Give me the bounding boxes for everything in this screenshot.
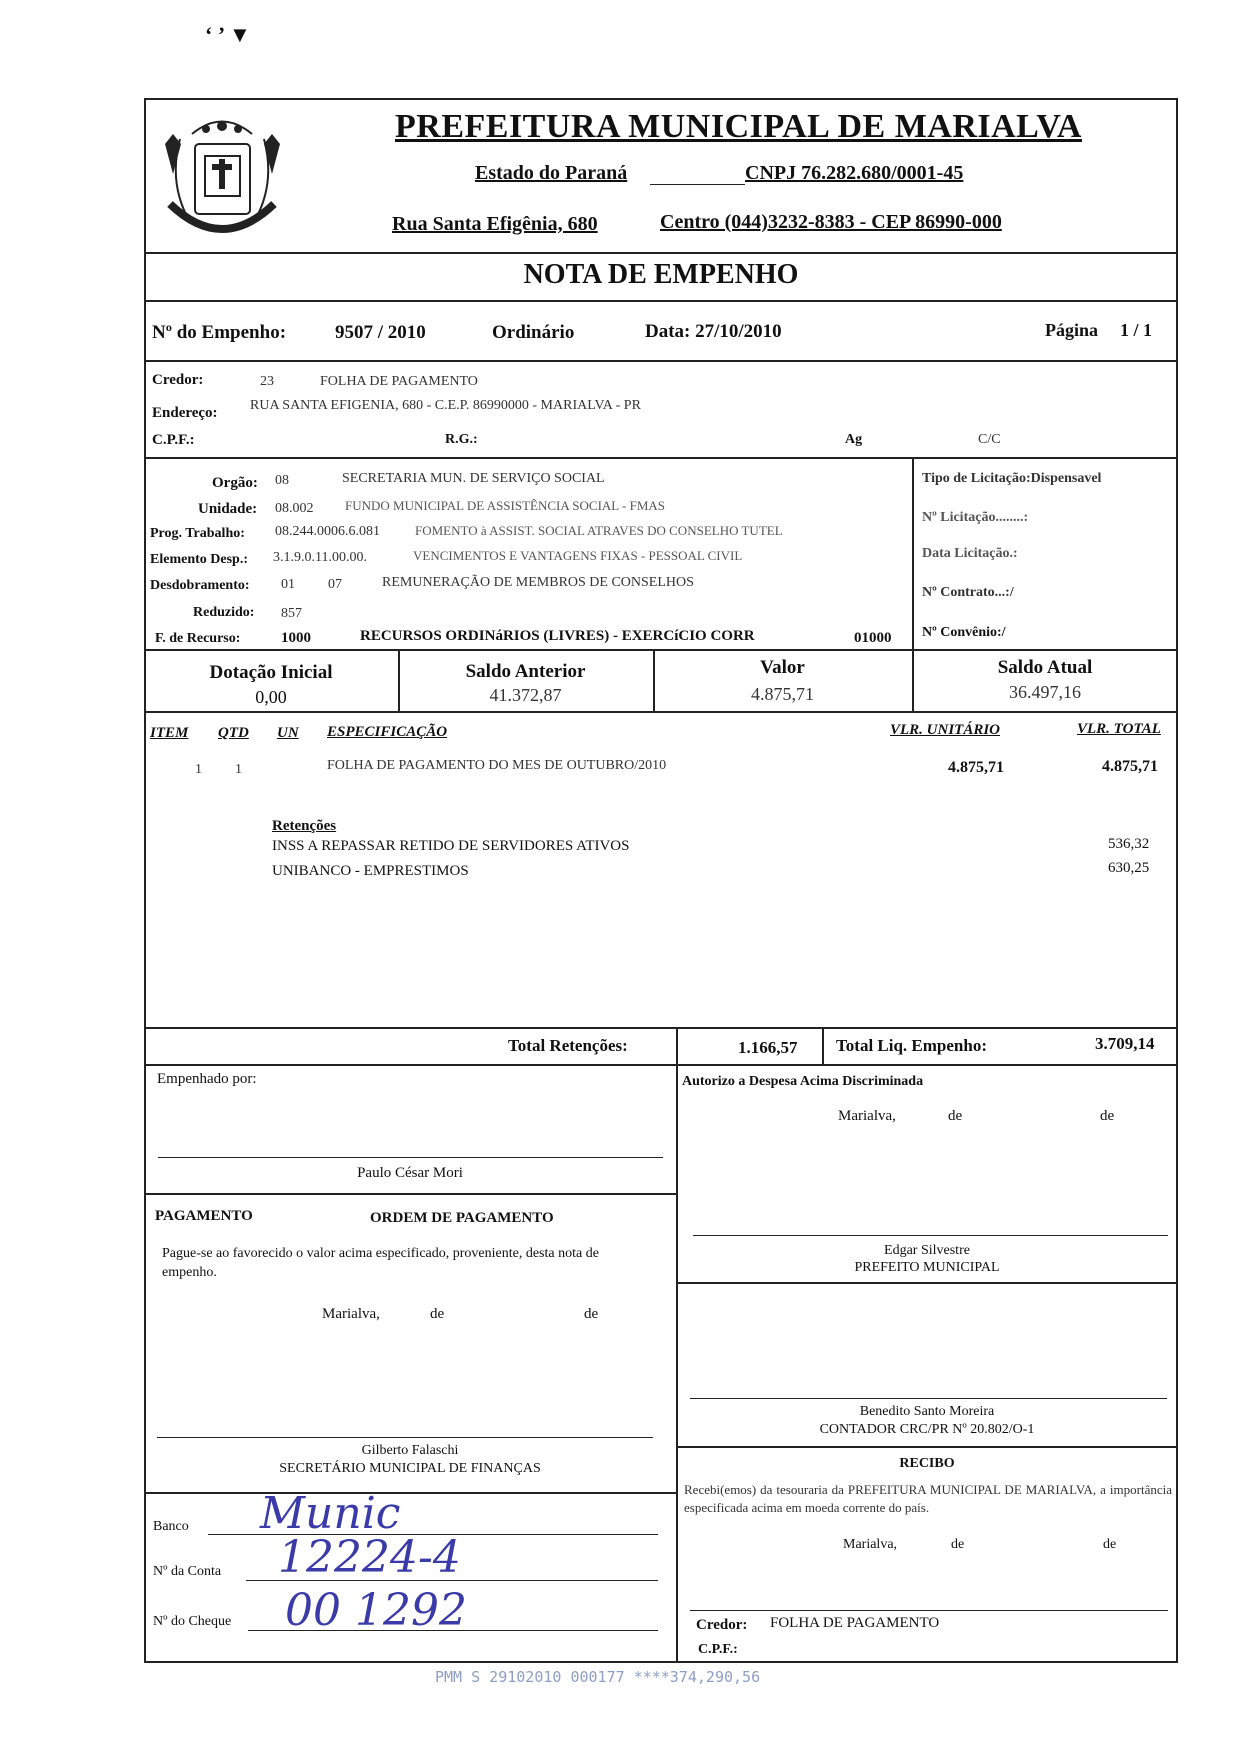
autorizo-title: Autorizo a Despesa Acima Discriminada <box>682 1074 924 1089</box>
conta-handwritten: 12224-4 <box>278 1532 461 1583</box>
divider <box>912 457 914 649</box>
endereco-label: Endereço: <box>152 405 218 421</box>
divider <box>144 711 1178 713</box>
signature-line <box>690 1610 1168 1611</box>
dotacao-inicial-label: Dotação Inicial <box>209 662 333 683</box>
recibo-title: RECIBO <box>899 1456 955 1471</box>
credor-label: Credor: <box>152 372 204 388</box>
autorizo-de: de <box>948 1108 963 1124</box>
contador-name: Benedito Santo Moreira <box>859 1404 995 1419</box>
recurso-label: F. de Recurso: <box>155 631 241 646</box>
cheque-handwritten: 00 1292 <box>285 1585 467 1636</box>
retencoes-title: Retenções <box>272 818 337 834</box>
tipo-licitacao: Tipo de Licitação:Dispensavel <box>922 471 1102 486</box>
retencao-value: 536,32 <box>1108 836 1150 852</box>
rg-label: R.G.: <box>445 432 478 447</box>
recurso-code: 1000 <box>281 630 311 646</box>
state-underline <box>650 184 745 185</box>
contador-role: CONTADOR CRC/PR Nº 20.802/O-1 <box>819 1422 1035 1437</box>
col-qtd: QTD <box>218 725 249 741</box>
prog-code: 08.244.0006.6.081 <box>275 524 380 539</box>
desdobramento-desc: REMUNERAÇÃO DE MEMBROS DE CONSELHOS <box>382 575 694 590</box>
cheque-label: Nº do Cheque <box>153 1614 232 1629</box>
doc-title: NOTA DE EMPENHO <box>523 259 799 290</box>
numero-contrato: Nº Contrato...:/ <box>922 585 1014 600</box>
recibo-de: de <box>951 1537 965 1552</box>
page-title: PREFEITURA MUNICIPAL DE MARIALVA <box>395 108 1082 145</box>
pagamento-text: Pague-se ao favorecido o valor acima especificado, proveniente, desta nota de empenho. <box>162 1246 599 1280</box>
orgao-code: 08 <box>275 473 289 488</box>
empenho-type: Ordinário <box>492 322 575 343</box>
conta-label: Nº da Conta <box>153 1564 222 1579</box>
signature-line <box>690 1398 1167 1399</box>
cpf-label: C.P.F.: <box>152 432 195 448</box>
item-qtd: 1 <box>235 762 242 777</box>
divider <box>144 1064 1178 1066</box>
saldo-anterior-value: 41.372,87 <box>489 685 562 705</box>
pagamento-de: de <box>430 1306 445 1322</box>
divider <box>144 1492 676 1494</box>
ordem-pagamento-title: ORDEM DE PAGAMENTO <box>370 1210 554 1226</box>
unidade-label: Unidade: <box>198 501 258 517</box>
divider <box>144 360 1178 362</box>
desdobramento-label: Desdobramento: <box>150 578 250 593</box>
divider <box>676 1446 1178 1448</box>
reduzido-label: Reduzido: <box>193 605 255 620</box>
elemento-code: 3.1.9.0.11.00.00. <box>273 550 367 565</box>
item-vlr-total: 4.875,71 <box>1102 758 1158 775</box>
page-label: Página <box>1045 320 1099 340</box>
autorizo-de: de <box>1100 1108 1115 1124</box>
state-label: Estado do Paraná <box>475 162 628 184</box>
secretario-role: SECRETÁRIO MUNICIPAL DE FINANÇAS <box>279 1461 541 1476</box>
ag-label: Ag <box>845 432 863 447</box>
cc-label: C/C <box>978 432 1001 447</box>
secretario-name: Gilberto Falaschi <box>361 1443 459 1458</box>
numero-licitacao: Nº Licitação........: <box>922 510 1029 525</box>
valor-label: Valor <box>760 657 805 678</box>
pagamento-title: PAGAMENTO <box>155 1208 253 1224</box>
recibo-city: Marialva, <box>843 1537 898 1552</box>
total-retencoes-label: Total Retenções: <box>508 1036 628 1055</box>
contact-label: Centro (044)3232-8383 - CEP 86990-000 <box>660 211 1002 233</box>
empenhado-name: Paulo César Mori <box>357 1165 463 1181</box>
total-liquido-label: Total Liq. Empenho: <box>836 1036 987 1055</box>
desdobramento-b: 07 <box>328 577 342 592</box>
pagamento-de: de <box>584 1306 599 1322</box>
saldo-anterior-label: Saldo Anterior <box>465 661 586 682</box>
recibo-cpf-label: C.P.F.: <box>698 1642 738 1657</box>
divider <box>144 1027 1178 1029</box>
signature-line <box>693 1235 1168 1236</box>
divider <box>822 1027 824 1064</box>
recurso-num: 01000 <box>854 630 892 646</box>
corner-mark: ‘ ’ ▼ <box>205 22 251 47</box>
retencao-desc: UNIBANCO - EMPRESTIMOS <box>272 863 469 879</box>
address-label: Rua Santa Efigênia, 680 <box>392 213 598 235</box>
numero-convenio: Nº Convênio:/ <box>922 625 1006 640</box>
divider <box>144 1193 676 1195</box>
cnpj-label: CNPJ 76.282.680/0001-45 <box>745 162 964 184</box>
signature-line <box>157 1437 653 1438</box>
signature-line <box>158 1157 663 1158</box>
total-retencoes-value: 1.166,57 <box>738 1038 798 1057</box>
valor-value: 4.875,71 <box>751 684 814 704</box>
empenho-label: Nº do Empenho: <box>152 322 287 343</box>
mechanical-stamp: PMM S 29102010 000177 ****374,290,56 <box>435 1668 761 1686</box>
item-vlr-unitario: 4.875,71 <box>948 759 1004 776</box>
elemento-desc: VENCIMENTOS E VANTAGENS FIXAS - PESSOAL CIVIL <box>413 548 743 563</box>
item-number: 1 <box>195 762 202 777</box>
credor-code: 23 <box>260 374 274 389</box>
orgao-label: Orgão: <box>212 475 258 491</box>
col-especificacao: ESPECIFICAÇÃO <box>327 724 448 740</box>
prefeito-role: PREFEITO MUNICIPAL <box>854 1260 1000 1275</box>
saldo-atual-label: Saldo Atual <box>997 657 1093 678</box>
total-liquido-value: 3.709,14 <box>1095 1034 1155 1053</box>
endereco-value: RUA SANTA EFIGENIA, 680 - C.E.P. 86990000 - MARIALVA - PR <box>250 398 641 413</box>
empenhado-label: Empenhado por: <box>157 1071 257 1087</box>
divider <box>676 1282 1178 1284</box>
unidade-code: 08.002 <box>275 501 314 516</box>
prefeito-name: Edgar Silvestre <box>884 1243 970 1258</box>
prog-label: Prog. Trabalho: <box>150 526 245 541</box>
recibo-de: de <box>1103 1537 1117 1552</box>
divider <box>144 252 1178 254</box>
autorizo-city: Marialva, <box>838 1108 896 1124</box>
recibo-text: Recebi(emos) da tesouraria da PREFEITURA MUNICIPAL DE MARIALVA, a importância especificada acima em moeda corrente do país. <box>684 1482 1172 1515</box>
divider <box>676 1064 678 1663</box>
recibo-credor-label: Credor: <box>696 1617 748 1633</box>
col-vlr-total: VLR. TOTAL <box>1077 721 1161 737</box>
divider <box>676 1027 678 1064</box>
item-especificacao: FOLHA DE PAGAMENTO DO MES DE OUTUBRO/2010 <box>327 758 667 773</box>
reduzido-value: 857 <box>281 606 302 621</box>
dotacao-inicial-value: 0,00 <box>255 687 287 707</box>
col-item: ITEM <box>150 725 189 741</box>
pagamento-city: Marialva, <box>322 1306 380 1322</box>
coat-of-arms-logo <box>150 104 295 254</box>
col-un: UN <box>277 725 299 741</box>
retencao-value: 630,25 <box>1108 860 1150 876</box>
empenho-number: 9507 / 2010 <box>335 322 426 343</box>
credor-name: FOLHA DE PAGAMENTO <box>320 374 478 389</box>
banco-handwritten: Munic <box>260 1488 401 1539</box>
col-vlr-unitario: VLR. UNITÁRIO <box>890 722 1001 738</box>
divider <box>144 300 1178 302</box>
divider <box>144 649 1178 651</box>
unidade-desc: FUNDO MUNICIPAL DE ASSISTÊNCIA SOCIAL - FMAS <box>345 498 665 513</box>
desdobramento-a: 01 <box>281 577 295 592</box>
recibo-credor-value: FOLHA DE PAGAMENTO <box>770 1615 940 1631</box>
prog-desc: FOMENTO à ASSIST. SOCIAL ATRAVES DO CONSELHO TUTEL <box>415 523 783 538</box>
recurso-desc: RECURSOS ORDINáRIOS (LIVRES) - EXERCíCIO CORR <box>360 628 755 644</box>
saldo-atual-value: 36.497,16 <box>1009 682 1081 702</box>
data-licitacao: Data Licitação.: <box>922 546 1018 561</box>
divider <box>144 457 1178 459</box>
banco-label: Banco <box>153 1519 189 1534</box>
page-number: 1 / 1 <box>1120 320 1153 340</box>
elemento-label: Elemento Desp.: <box>150 552 248 567</box>
empenho-date: Data: 27/10/2010 <box>645 321 782 342</box>
orgao-desc: SECRETARIA MUN. DE SERVIÇO SOCIAL <box>342 471 605 486</box>
retencao-desc: INSS A REPASSAR RETIDO DE SERVIDORES ATIVOS <box>272 838 630 854</box>
